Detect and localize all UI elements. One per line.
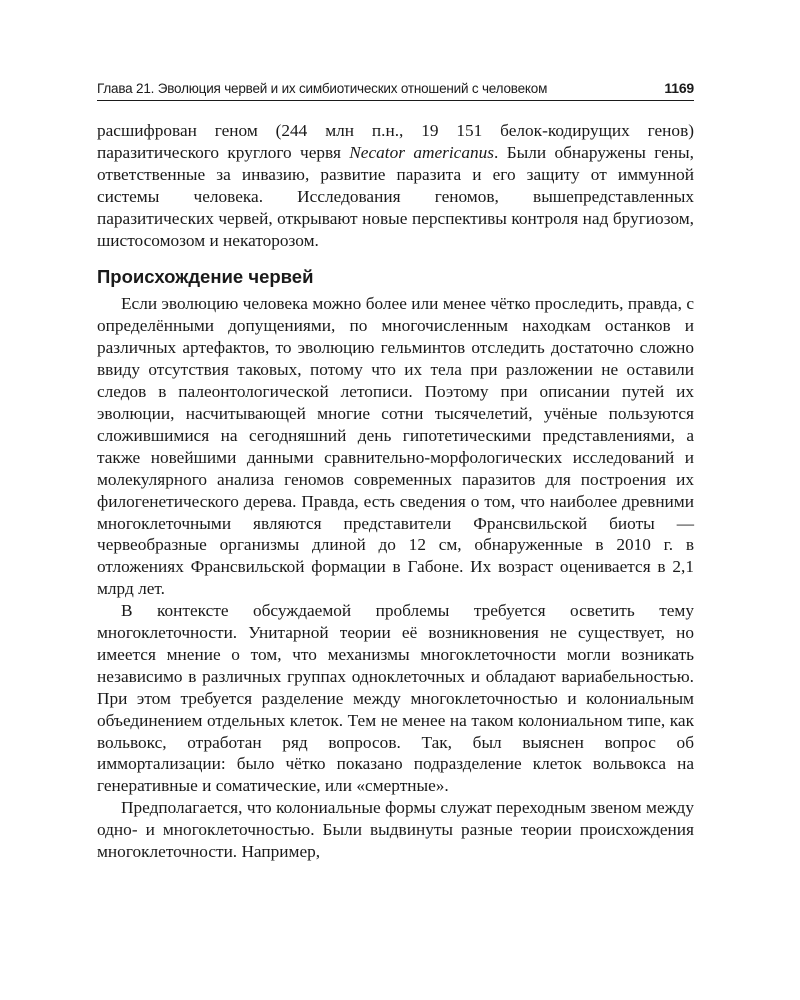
- paragraph-multicellularity: В контексте обсуждаемой проблемы требуется осветить тему многоклеточности. Унитарной теории её возникновения не существует, но имеется мнение о том, что механизмы многоклеточности могли возникать независимо в различных группах одноклеточных и обладают вариабельностью. При этом требуется разделение между многоклеточностью и колониальным объединением отдельных клеток. Тем не менее на таком колониальном типе, как вольвокс, отработан ряд вопросов. Так, был выяснен вопрос об иммортализации: было чётко показано подразделение клеток вольвокса на генеративные и соматические, или «смертные».: [97, 601, 694, 796]
- intro-paragraph: [97, 120, 694, 251]
- paragraph-colonial-forms: Предполагается, что колониальные формы служат переходным звеном между одно- и многоклеточностью. Были выдвинуты разные теории происхождения многоклеточности. Например,: [97, 798, 694, 862]
- intro-text-part1: расшифрован геном (244 млн п.н., 19 151 белок-кодирущих генов) паразитического круглого червя: [97, 121, 694, 162]
- paragraph-origin: Если эволюцию человека можно более или менее чётко проследить, правда, с определёнными допущениями, по многочисленным находкам останков и различных артефактов, то эволюцию гельминтов отследить достаточно сложно ввиду отсутствия таковых, потому что их тела при разложении не оставили следов в палеонтологической летописи. Поэтому при описании путей их эволюции, насчитывающей многие сотни тысячелетий, учёные пользуются сложившимися на сегодняшний день гипотетическими представлениями, а также новейшими данными сравнительно-морфологических исследований и молекулярного анализа геномов современных паразитов для построения их филогенетического дерева. Правда, есть сведения о том, что наиболее древними многоклеточными являются представители Франсвильской биоты — червеобразные организмы длиной до 12 см, обнаруженные в 2010 г. в отложениях Франсвильской формации в Габоне. Их возраст оценивается в 2,1 млрд лет.: [97, 294, 694, 599]
- section-heading: Происхождение червей: [97, 266, 314, 288]
- running-header: [97, 80, 694, 101]
- chapter-title: Глава 21. Эволюция червей и их симбиотических отношений с человеком: [97, 81, 548, 96]
- species-name: Necator americanus: [349, 142, 494, 162]
- page-number: 1169: [664, 80, 694, 96]
- document-page: [97, 80, 694, 863]
- intro-text-part2: . Были обнаружены гены, ответственные за инвазию, развитие паразита и его защиту от иммунной системы человека. Исследования геномов, вышепредставленных паразитических червей, открывают новые перспективы контроля над бругиозом, шистосомозом и некаторозом.: [97, 142, 694, 250]
